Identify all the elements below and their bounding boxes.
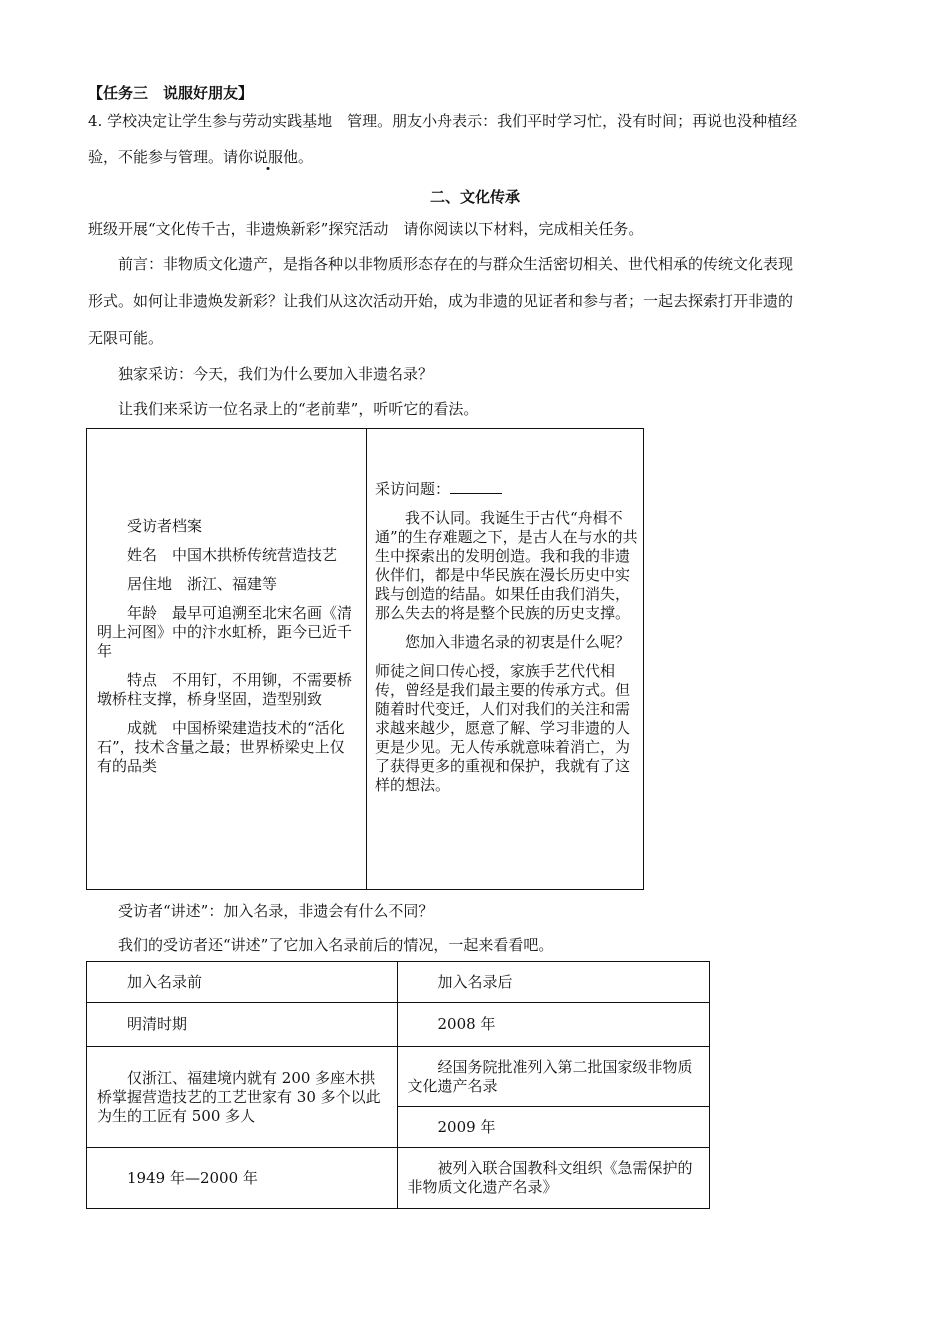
preface-line1: 前言：非物质文化遗产，是指各种以非物质形态存在的与群众生活密切相关、世代相承的传统文化表现 bbox=[118, 255, 794, 273]
profile-age: 年龄 最早可追溯至北宋名画《清明上河图》中的汴水虹桥，距今已近千年 bbox=[97, 604, 353, 660]
after-year1: 2008 年 bbox=[397, 1003, 710, 1047]
question-label: 采访问题： bbox=[375, 480, 451, 498]
section2-title: 二、文化传承 bbox=[429, 188, 520, 206]
interview-answer1: 我不认同。我诞生于古代“舟楫不通”的生存难题之下，是古人在与水的共生中探索出的发明创造。我和我的非遗伙伴们，都是中华民族在漫长历史中实践与创造的结晶。如果任由我们消失，那么失去的将是整个民族的历史支撑。 bbox=[375, 509, 638, 622]
question-4-line1: 4. 学校决定让学生参与劳动实践基地 管理。朋友小舟表示：我们平时学习忙，没有时间；再说也没种植经 bbox=[88, 112, 798, 130]
comparison-table bbox=[86, 961, 710, 1209]
task3-title: 【任务三 说服好朋友】 bbox=[88, 84, 254, 102]
profile-achievement: 成就 中国桥梁建造技术的“活化石”，技术含量之最；世界桥梁史上仅有的品类 bbox=[97, 719, 345, 775]
question-4-line2: 验，不能参与管理。请你说服他。 bbox=[88, 148, 314, 166]
after-fact2: 被列入联合国教科文组织《急需保护的非物质文化遗产名录》 bbox=[397, 1148, 710, 1209]
interview-intro: 让我们来采访一位名录上的“老前辈”，听听它的看法。 bbox=[118, 400, 479, 418]
emphasized-word: 说服 bbox=[253, 148, 284, 166]
interview-question2: 您加入非遗名录的初衷是什么呢？ bbox=[405, 633, 631, 651]
after-year2: 2009 年 bbox=[397, 1107, 710, 1148]
narrative-line1: 受访者“讲述”：加入名录，非遗会有什么不同？ bbox=[118, 902, 434, 920]
narrative-line2: 我们的受访者还“讲述”了它加入名录前后的情况，一起来看看吧。 bbox=[118, 936, 554, 954]
interview-column bbox=[375, 479, 639, 805]
preface-line2: 形式。如何让非遗焕发新彩？让我们从这次活动开始，成为非遗的见证者和参与者；一起去探索打开非遗的 bbox=[88, 292, 794, 310]
table-row bbox=[87, 1003, 710, 1047]
table-row bbox=[87, 962, 710, 1003]
preface-line3: 无限可能。 bbox=[88, 329, 164, 347]
header-after: 加入名录后 bbox=[397, 962, 710, 1003]
interview-answer2: 师徒之间口传心授，家族手艺代代相传，曾经是我们最主要的传承方式。但随着时代变迁，人们对我们的关注和需求越来越少，愿意了解、学习非遗的人更是少见。无人传承就意味着消亡，为了获得更多的重视和保护，我就有了这样的想法。 bbox=[375, 662, 631, 794]
header-before: 加入名录前 bbox=[87, 962, 398, 1003]
profile-column bbox=[97, 517, 359, 786]
before-period1: 明清时期 bbox=[87, 1003, 398, 1047]
profile-residence: 居住地 浙江、福建等 bbox=[127, 575, 278, 593]
before-fact1: 仅浙江、福建境内就有 200 多座木拱桥掌握营造技艺的工艺世家有 30 多个以此为生的工匠有 500 多人 bbox=[87, 1047, 398, 1148]
profile-feature: 特点 不用钉，不用铆，不需要桥墩桥柱支撑，桥身坚固，造型别致 bbox=[97, 671, 353, 708]
after-fact1: 经国务院批准列入第二批国家级非物质文化遗产名录 bbox=[397, 1047, 710, 1107]
interview-table bbox=[86, 428, 644, 890]
interview-title: 独家采访：今天，我们为什么要加入非遗名录？ bbox=[118, 365, 434, 383]
interview-question-row bbox=[375, 479, 639, 499]
before-period2: 1949 年—2000 年 bbox=[87, 1148, 398, 1209]
profile-name: 姓名 中国木拱桥传统营造技艺 bbox=[127, 546, 338, 564]
profile-heading: 受访者档案 bbox=[127, 517, 203, 535]
table-row bbox=[87, 1047, 710, 1107]
table-divider bbox=[366, 429, 367, 889]
answer-blank[interactable] bbox=[450, 479, 502, 494]
table-row bbox=[87, 1148, 710, 1209]
activity-intro: 班级开展“文化传千古，非遗焕新彩”探究活动 请你阅读以下材料，完成相关任务。 bbox=[88, 220, 644, 238]
